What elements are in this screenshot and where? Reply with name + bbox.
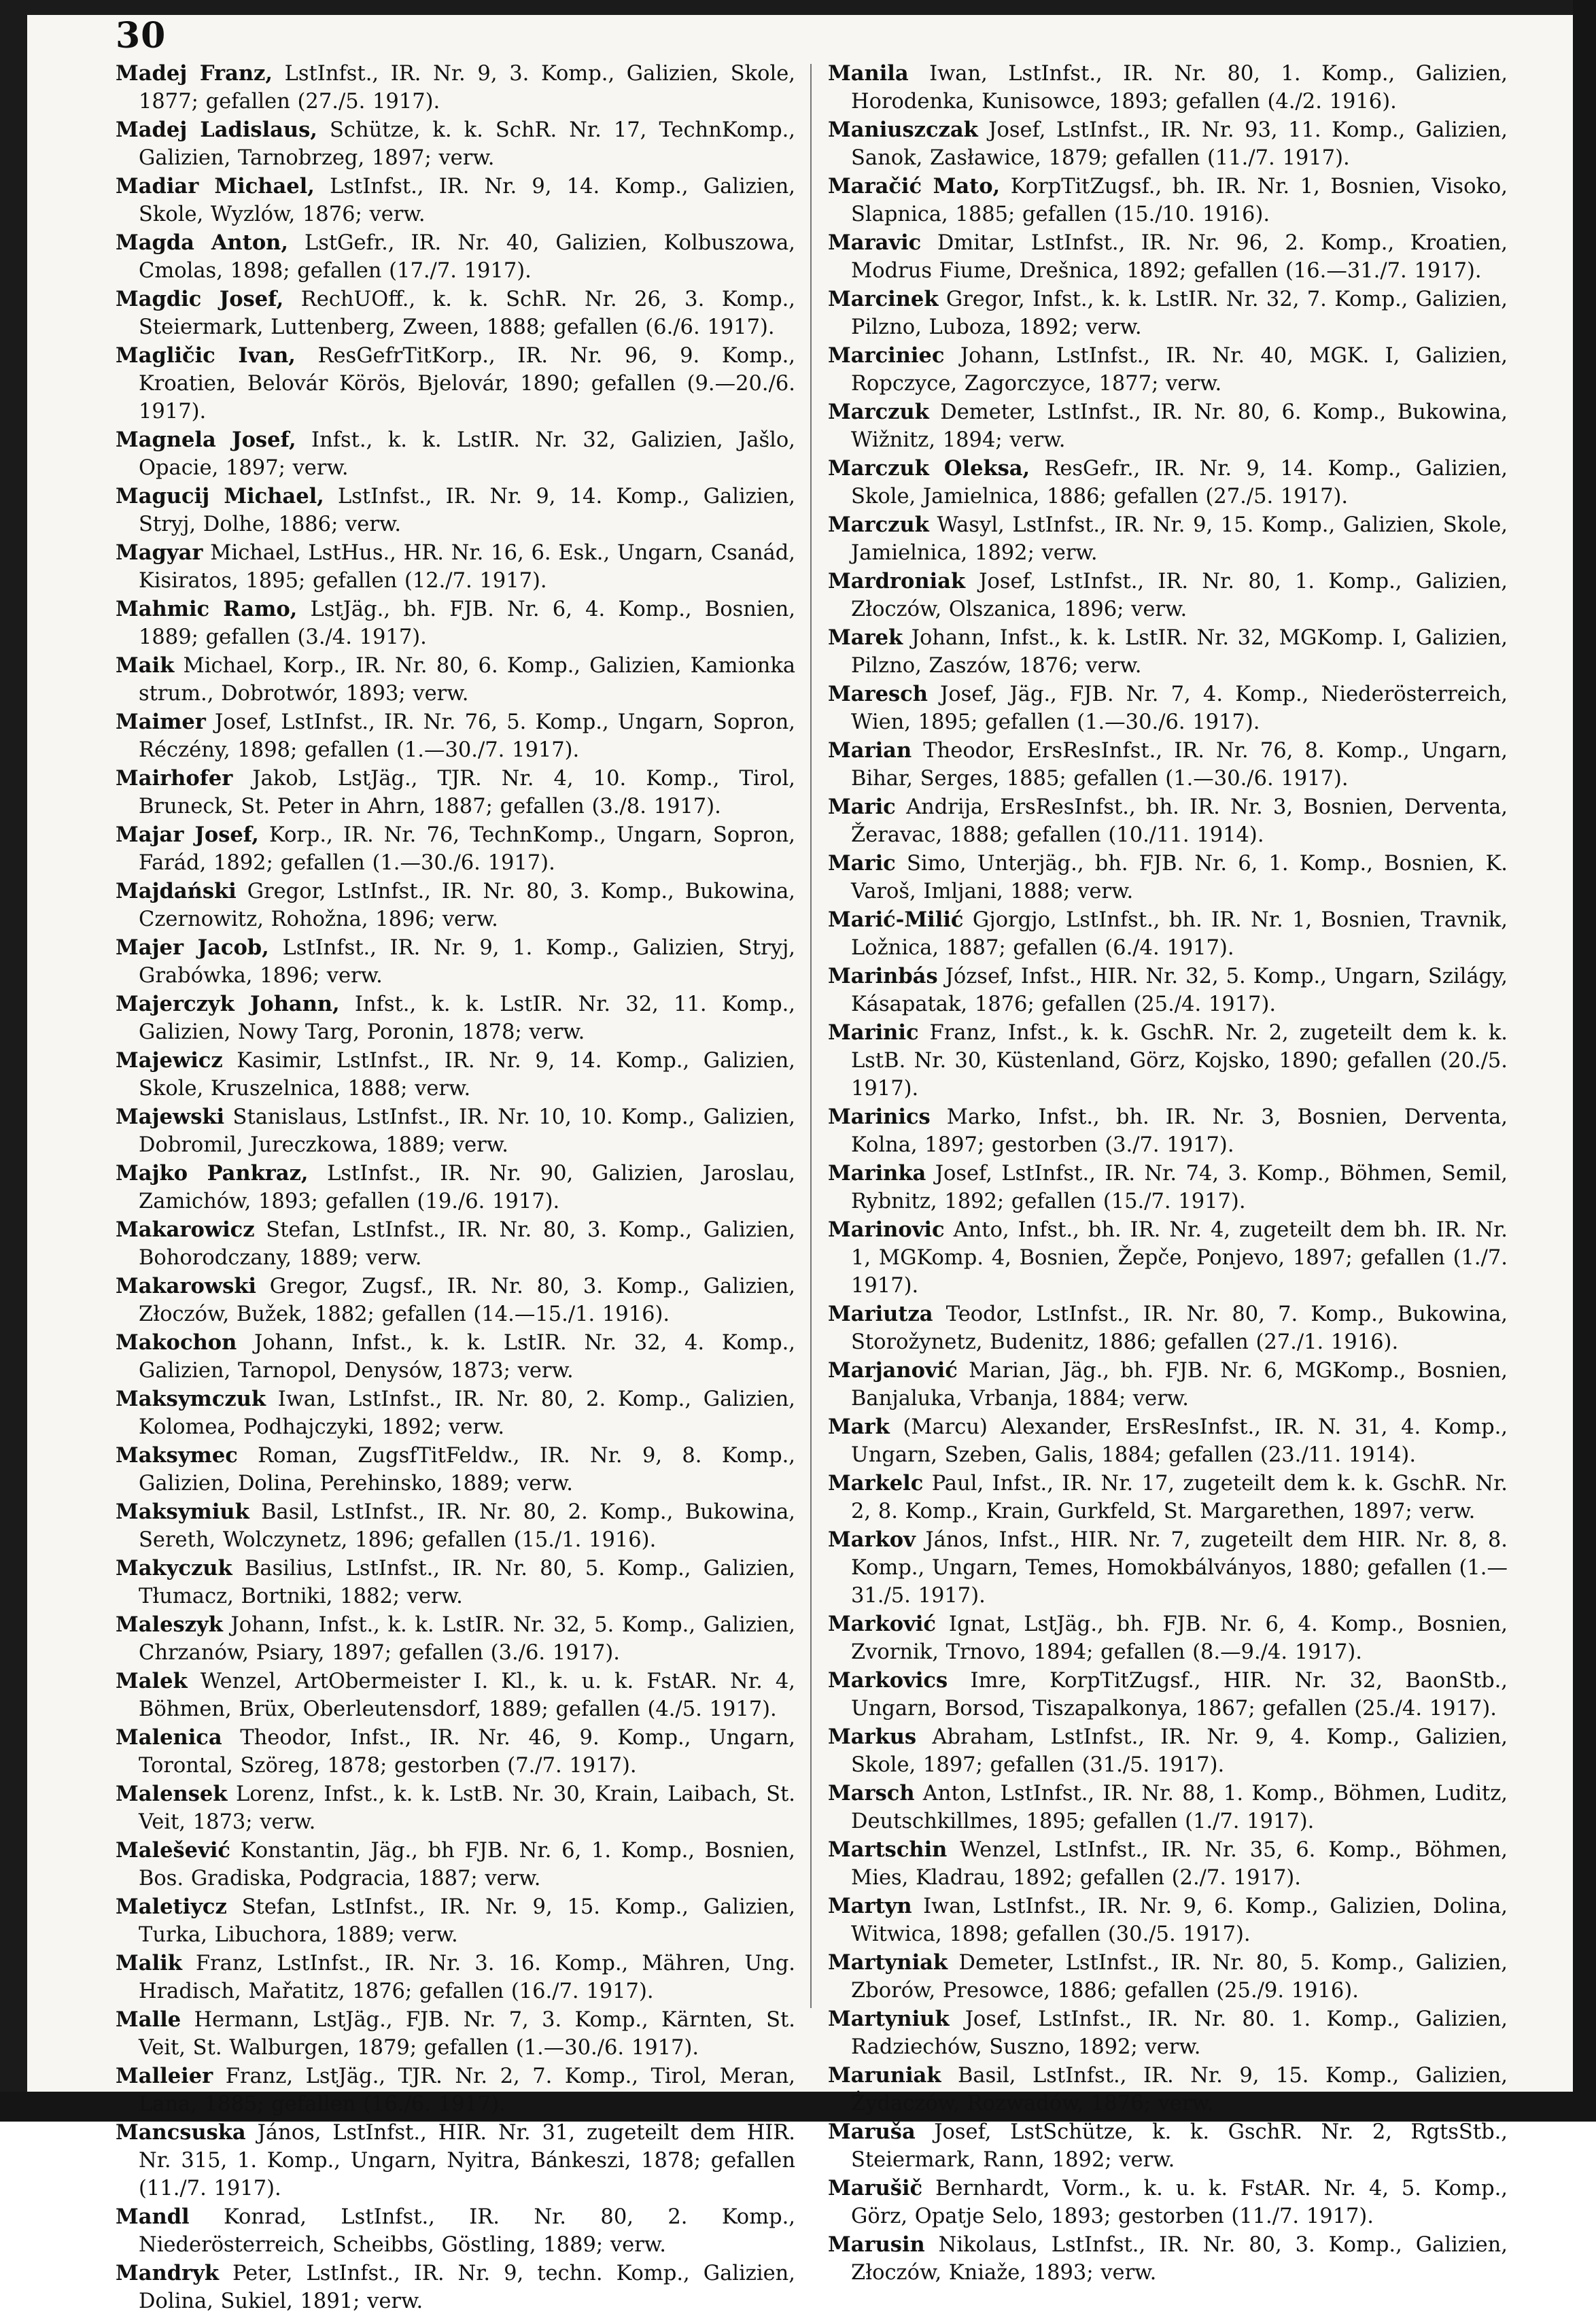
casualty-entry (116, 878, 795, 933)
casualty-entry (116, 652, 795, 708)
entry-name: Magdic Josef, (116, 287, 284, 311)
entry-name: Marek (828, 625, 903, 650)
entry-name: Manila (828, 61, 909, 86)
entry-details: Konrad, LstInfst., IR. Nr. 80, 2. Komp., Niederösterreich, Scheibbs, Göstling, 1889; verw. (139, 2205, 796, 2257)
entry-name: Marczuk (828, 400, 929, 424)
column-divider (810, 64, 812, 2008)
entry-details: Josef, LstInfst., IR. Nr. 74, 3. Komp., Böhmen, Semil, Rybnitz, 1892; gefallen (15./7. 1917). (851, 1162, 1508, 1213)
entry-name: Marjanović (828, 1358, 958, 1383)
entry-name: Marciniec (828, 343, 945, 368)
entry-name: Mancsuska (116, 2120, 246, 2145)
casualty-entry (828, 793, 1508, 849)
casualty-entry (116, 483, 795, 538)
entry-name: Malik (116, 1951, 182, 1975)
entry-details: Dmitar, LstInfst., IR. Nr. 96, 2. Komp., Kroatien, Modrus Fiume, Drešnica, 1892; gefallen (16.—31./7. 1917). (851, 231, 1508, 283)
entry-name: Majerczyk Johann, (116, 992, 340, 1016)
entry-details: KorpTitZugsf., bh. IR. Nr. 1, Bosnien, Visoko, Slapnica, 1885; gefallen (15./10. 1916). (851, 175, 1508, 226)
casualty-entry (828, 511, 1508, 567)
entry-details: Korp., IR. Nr. 76, TechnKomp., Ungarn, Sopron, Farád, 1892; gefallen (1.—30./6. 1917). (139, 823, 795, 875)
entry-name: Magucij Michael, (116, 484, 324, 508)
entry-details: Basilius, LstInfst., IR. Nr. 80, 5. Komp., Galizien, Tłumacz, Bortniki, 1882; verw. (139, 1557, 795, 1608)
casualty-entry (828, 2118, 1508, 2174)
entry-details: Konstantin, Jäg., bh FJB. Nr. 6, 1. Komp., Bosnien, Bos. Gradiska, Podgracia, 1887; verw. (139, 1839, 795, 1890)
entry-details: Simo, Unterjäg., bh. FJB. Nr. 6, 1. Komp., Bosnien, K. Varoš, Imljani, 1888; verw. (851, 852, 1508, 903)
casualty-entry (116, 2260, 795, 2315)
entry-name: Marcinek (828, 287, 939, 311)
entry-details: Stanislaus, LstInfst., IR. Nr. 10, 10. Komp., Galizien, Dobromil, Jureczkowa, 1889; verw. (139, 1105, 795, 1157)
entry-details: Anton, LstInfst., IR. Nr. 88, 1. Komp., Böhmen, Luditz, Deutschkillmes, 1895; gefallen (1./7. 1917). (851, 1782, 1508, 1833)
entry-name: Mark (828, 1415, 890, 1439)
entry-details: Theodor, Infst., IR. Nr. 46, 9. Komp., Ungarn, Torontal, Szöreg, 1878; gestorben (7./7. 1917). (139, 1726, 795, 1778)
entry-details: Jakob, LstJäg., TJR. Nr. 4, 10. Komp., Tirol, Bruneck, St. Peter in Ahrn, 1887; gefallen (3./8. 1917). (139, 767, 795, 818)
casualty-entry (828, 2062, 1508, 2118)
entry-details: Josef, LstInfst., IR. Nr. 76, 5. Komp., Ungarn, Sopron, Réczény, 1898; gefallen (1.—30./7. 1917). (139, 710, 795, 762)
entry-name: Madej Ladislaus, (116, 118, 317, 142)
entry-details: Kasimir, LstInfst., IR. Nr. 9, 14. Komp., Galizien, Skole, Kruszelnica, 1888; verw. (139, 1049, 795, 1101)
entry-name: Martyniuk (828, 2007, 950, 2031)
casualty-entry (828, 2231, 1508, 2287)
entry-name: Magyar (116, 540, 203, 565)
casualty-entry (828, 1526, 1508, 1610)
entry-name: Marusin (828, 2232, 925, 2257)
entry-details: János, LstInfst., HIR. Nr. 31, zugeteilt dem HIR. Nr. 315, 1. Komp., Ungarn, Nyitra, Bánkeszi, 1878; gefallen (11./7. 1917). (139, 2121, 796, 2200)
casualty-entry (116, 229, 795, 285)
casualty-entry (828, 1357, 1508, 1413)
entry-details: Paul, Infst., IR. Nr. 17, zugeteilt dem k. k. GschR. Nr. 2, 8. Komp., Krain, Gurkfeld, St. Margarethen, 1897; verw. (851, 1472, 1508, 1523)
casualty-entry (116, 1273, 795, 1328)
casualty-entry (116, 990, 795, 1046)
entry-details: Teodor, LstInfst., IR. Nr. 80, 7. Komp., Bukowina, Storožynetz, Budenitz, 1886; gefallen (27./1. 1916). (851, 1302, 1508, 1354)
entry-details: Infst., k. k. LstIR. Nr. 32, Galizien, Jašlo, Opacie, 1897; verw. (139, 428, 795, 480)
entry-details: Bernhardt, Vorm., k. u. k. FstAR. Nr. 4, 5. Komp., Görz, Opatje Selo, 1893; gestorben (11./7. 1917). (851, 2177, 1508, 2228)
left-column (116, 60, 795, 2316)
entry-details: LstInfst., IR. Nr. 90, Galizien, Jaroslau, Zamichów, 1893; gefallen (19./6. 1917). (139, 1162, 795, 1213)
entry-name: Malle (116, 2007, 181, 2032)
casualty-entry (116, 1950, 795, 2005)
entry-name: Majar Josef, (116, 823, 259, 847)
entry-name: Maleszyk (116, 1612, 223, 1637)
entry-details: Anto, Infst., bh. IR. Nr. 4, zugeteilt dem bh. IR. Nr. 1, MGKomp. 4, Bosnien, Žepče, Ponjevo, 1897; gefallen (1./7. 1917). (851, 1218, 1508, 1298)
entry-name: Markovics (828, 1668, 948, 1693)
entry-details: Demeter, LstInfst., IR. Nr. 80, 5. Komp., Galizien, Zborów, Presowce, 1886; gefallen (25./9. 1916). (851, 1951, 1508, 2003)
entry-details: Hermann, LstJäg., FJB. Nr. 7, 3. Komp., Kärnten, St. Veit, St. Walburgen, 1879; gefallen (1.—30./6. 1917). (139, 2008, 795, 2060)
entry-details: Demeter, LstInfst., IR. Nr. 80, 6. Komp., Bukowina, Wižnitz, 1894; verw. (851, 400, 1508, 452)
entry-name: Makarowicz (116, 1217, 255, 1242)
entry-name: Magda Anton, (116, 230, 288, 255)
casualty-entry (828, 1019, 1508, 1103)
casualty-entry (828, 1470, 1508, 1525)
casualty-entry (828, 963, 1508, 1018)
entry-name: Mairhofer (116, 766, 233, 791)
casualty-entry (828, 568, 1508, 623)
entry-details: LstInfst., IR. Nr. 9, 3. Komp., Galizien, Skole, 1877; gefallen (27./5. 1917). (139, 62, 795, 114)
casualty-entry (828, 2175, 1508, 2230)
entry-details: Franz, Infst., k. k. GschR. Nr. 2, zugeteilt dem k. k. LstB. Nr. 30, Küstenland, Görz, Kojsko, 1890; gefallen (20./5. 1917). (851, 1021, 1508, 1101)
casualty-entry (828, 1836, 1508, 1892)
casualty-entry (116, 1103, 795, 1159)
casualty-entry (116, 1442, 795, 1498)
entry-name: Maik (116, 653, 175, 678)
casualty-entry (116, 1893, 795, 1949)
entry-name: Majer Jacob, (116, 935, 269, 960)
casualty-entry (828, 1723, 1508, 1779)
casualty-entry (116, 1724, 795, 1780)
casualty-entry (828, 737, 1508, 793)
entry-details: Ignat, LstJäg., bh. FJB. Nr. 6, 4. Komp., Bosnien, Zvornik, Trnovo, 1894; gefallen (8.—9./4. 1917). (851, 1612, 1508, 1664)
casualty-entry (116, 2006, 795, 2062)
entry-name: Marczuk Oleksa, (828, 456, 1030, 481)
entry-details: Franz, LstInfst., IR. Nr. 3. 16. Komp., Mähren, Ung. Hradisch, Mařatitz, 1876; gefallen (16./7. 1917). (139, 1952, 795, 2003)
entry-name: Maric (828, 795, 896, 819)
entry-name: Maruša (828, 2120, 916, 2144)
entry-details: Gregor, LstInfst., IR. Nr. 80, 3. Komp., Bukowina, Czernowitz, Rohožna, 1896; verw. (139, 880, 795, 931)
entry-name: Marinic (828, 1020, 919, 1045)
casualty-entry (116, 708, 795, 764)
casualty-entry (116, 765, 795, 820)
entry-details: RechUOff., k. k. SchR. Nr. 26, 3. Komp., Steiermark, Luttenberg, Zween, 1888; gefallen (6./6. 1917). (139, 288, 795, 339)
casualty-entry (116, 1837, 795, 1892)
casualty-entry (828, 1949, 1508, 2005)
page-number: 30 (116, 15, 167, 56)
entry-name: Marić-Milić (828, 908, 964, 932)
entry-details: Johann, LstInfst., IR. Nr. 40, MGK. I, Galizien, Ropczyce, Zagorczyce, 1877; verw. (851, 344, 1508, 396)
entry-name: Maresch (828, 682, 928, 706)
entry-details: Stefan, LstInfst., IR. Nr. 9, 15. Komp., Galizien, Turka, Libuchora, 1889; verw. (139, 1895, 795, 1947)
entry-name: Marczuk (828, 513, 929, 537)
casualty-entry (828, 342, 1508, 398)
entry-details: Infst., k. k. LstIR. Nr. 32, 11. Komp., Galizien, Nowy Targ, Poronin, 1878; verw. (139, 992, 795, 1044)
casualty-entry (116, 426, 795, 482)
casualty-entry (116, 2062, 795, 2118)
entry-name: Marinovic (828, 1217, 945, 1242)
casualty-entry (828, 850, 1508, 905)
casualty-entry (116, 116, 795, 172)
entry-details: Lorenz, Infst., k. k. LstB. Nr. 30, Krain, Laibach, St. Veit, 1873; verw. (139, 1782, 795, 1834)
entry-name: Markelc (828, 1471, 924, 1496)
entry-name: Makochon (116, 1330, 237, 1355)
entry-name: Maksymczuk (116, 1387, 266, 1411)
entry-details: Theodor, ErsResInfst., IR. Nr. 76, 8. Komp., Ungarn, Bihar, Serges, 1885; gefallen (1.—30./6. 1917). (851, 739, 1508, 791)
entry-details: Gregor, Zugsf., IR. Nr. 80, 3. Komp., Galizien, Złoczów, Bužek, 1882; gefallen (14.—15./1. 1916). (139, 1275, 795, 1326)
entry-details: (Marcu) Alexander, ErsResInfst., IR. N. 31, 4. Komp., Ungarn, Szeben, Galis, 1884; gefallen (23./11. 1914). (851, 1415, 1508, 1467)
entry-details: Michael, Korp., IR. Nr. 80, 6. Komp., Galizien, Kamionka strum., Dobrotwór, 1893; verw. (139, 654, 796, 706)
entry-details: Johann, Infst., k. k. LstIR. Nr. 32, 5. Komp., Galizien, Chrzanów, Psiary, 1897; gefallen (3./6. 1917). (139, 1613, 795, 1665)
entry-details: LstInfst., IR. Nr. 9, 14. Komp., Galizien, Stryj, Dolhe, 1886; verw. (139, 485, 795, 536)
entry-details: ResGefr., IR. Nr. 9, 14. Komp., Galizien, Skole, Jamielnica, 1886; gefallen (27./5. 1917). (851, 457, 1508, 508)
casualty-entry (828, 1780, 1508, 1835)
casualty-entry (116, 595, 795, 651)
entry-name: Markus (828, 1725, 917, 1749)
entry-name: Markov (828, 1527, 916, 1552)
entry-name: Makyczuk (116, 1556, 232, 1580)
entry-name: Magnela Josef, (116, 428, 296, 452)
entry-details: Imre, KorpTitZugsf., HIR. Nr. 32, BaonStb., Ungarn, Borsod, Tiszapalkonya, 1867; gefallen (25./4. 1917). (851, 1669, 1508, 1721)
entry-name: Marsch (828, 1781, 915, 1805)
entry-details: Schütze, k. k. SchR. Nr. 17, TechnKomp., Galizien, Tarnobrzeg, 1897; verw. (139, 118, 796, 170)
entry-name: Madej Franz, (116, 61, 273, 86)
casualty-entry (828, 116, 1508, 172)
entry-name: Maric (828, 851, 896, 876)
entry-details: ResGefrTitKorp., IR. Nr. 96, 9. Komp., Kroatien, Belovár Körös, Bjelovár, 1890; gefallen (9.—20./6. 1917). (139, 344, 795, 424)
casualty-entry (828, 1160, 1508, 1215)
entry-details: Wasyl, LstInfst., IR. Nr. 9, 15. Komp., Galizien, Skole, Jamielnica, 1892; verw. (851, 513, 1508, 565)
casualty-entry (116, 1780, 795, 1836)
entry-details: Marko, Infst., bh. IR. Nr. 3, Bosnien, Derventa, Kolna, 1897; gestorben (3./7. 1917). (851, 1105, 1508, 1157)
entry-name: Marian (828, 738, 912, 763)
entry-name: Marinics (828, 1105, 931, 1129)
entry-details: János, Infst., HIR. Nr. 7, zugeteilt dem HIR. Nr. 8, 8. Komp., Ungarn, Temes, Homokbálványos, 1880; gefallen (1.—31./5. 1917). (851, 1528, 1508, 1608)
entry-details: Josef, LstSchütze, k. k. GschR. Nr. 2, RgtsStb., Steiermark, Rann, 1892; verw. (851, 2120, 1508, 2172)
casualty-entry (116, 1555, 795, 1610)
casualty-entry (116, 1385, 795, 1441)
casualty-entry (116, 539, 795, 595)
entry-details: Josef, Jäg., FJB. Nr. 7, 4. Komp., Niederösterreich, Wien, 1895; gefallen (1.—30./6. 1917). (851, 682, 1508, 734)
right-column (828, 60, 1508, 2287)
entry-details: Josef, LstInfst., IR. Nr. 93, 11. Komp., Galizien, Sanok, Zasławice, 1879; gefallen (11./7. 1917). (851, 118, 1508, 170)
entry-details: Iwan, LstInfst., IR. Nr. 80, 2. Komp., Galizien, Kolomea, Podhajczyki, 1892; verw. (139, 1387, 795, 1439)
entry-name: Mandryk (116, 2261, 219, 2285)
entry-details: Wenzel, LstInfst., IR. Nr. 35, 6. Komp., Böhmen, Mies, Kladrau, 1892; gefallen (2./7. 1917). (851, 1838, 1508, 1890)
casualty-entry (828, 398, 1508, 454)
casualty-entry (828, 1300, 1508, 1356)
entry-details: Wenzel, ArtObermeister I. Kl., k. u. k. FstAR. Nr. 4, Böhmen, Brüx, Oberleutensdorf, 1889; gefallen (4./5. 1917). (139, 1670, 795, 1721)
casualty-entry (828, 1610, 1508, 1666)
entry-details: József, Infst., HIR. Nr. 32, 5. Komp., Ungarn, Szilágy, Kásapatak, 1876; gefallen (25./4. 1917). (851, 965, 1508, 1016)
entry-name: Marinbás (828, 964, 938, 988)
casualty-entry (116, 1329, 795, 1385)
entry-details: Iwan, LstInfst., IR. Nr. 80, 1. Komp., Galizien, Horodenka, Kunisowce, 1893; gefallen (4./2. 1916). (851, 62, 1508, 114)
entry-details: Michael, LstHus., HR. Nr. 16, 6. Esk., Ungarn, Csanád, Kisiratos, 1895; gefallen (12./7. 1917). (139, 541, 795, 593)
entry-details: Johann, Infst., k. k. LstIR. Nr. 32, MGKomp. I, Galizien, Pilzno, Zaszów, 1876; verw. (851, 626, 1508, 678)
casualty-entry (828, 2005, 1508, 2061)
entry-details: Andrija, ErsResInfst., bh. IR. Nr. 3, Bosnien, Derventa, Žeravac, 1888; gefallen (10./11. 1914). (851, 795, 1508, 847)
entry-details: Basil, LstInfst., IR. Nr. 9, 15. Komp., Galizien, Żydaczów, Rozwadów, 1876; verw. (851, 2064, 1508, 2115)
entry-name: Marković (828, 1612, 936, 1636)
casualty-entry (116, 342, 795, 426)
entry-name: Malek (116, 1669, 188, 1693)
entry-details: Johann, Infst., k. k. LstIR. Nr. 32, 4. Komp., Galizien, Tarnopol, Denysów, 1873; verw. (139, 1331, 795, 1383)
entry-name: Maimer (116, 710, 206, 734)
entry-details: Abraham, LstInfst., IR. Nr. 9, 4. Komp., Galizien, Skole, 1897; gefallen (31./5. 1917). (851, 1725, 1508, 1777)
casualty-entry (828, 229, 1508, 285)
scan-border-left (0, 0, 27, 2122)
entry-name: Martschin (828, 1837, 948, 1862)
entry-name: Mandl (116, 2205, 190, 2229)
entry-details: Nikolaus, LstInfst., IR. Nr. 80, 3. Komp., Galizien, Złoczów, Kniaže, 1893; verw. (851, 2233, 1508, 2285)
entry-name: Majdański (116, 879, 237, 903)
casualty-entry (116, 2119, 795, 2202)
entry-details: Josef, LstInfst., IR. Nr. 80. 1. Komp., Galizien, Radziechów, Suszno, 1892; verw. (851, 2007, 1508, 2059)
scan-border-right (1573, 0, 1596, 2122)
entry-name: Martyn (828, 1894, 912, 1918)
casualty-entry (828, 680, 1508, 736)
entry-name: Maračić Mato, (828, 174, 1001, 198)
entry-name: Malensek (116, 1782, 228, 1806)
entry-name: Maniuszczak (828, 118, 978, 142)
entry-details: LstGefr., IR. Nr. 40, Galizien, Kolbuszowa, Cmolas, 1898; gefallen (17./7. 1917). (139, 231, 795, 283)
entry-details: Iwan, LstInfst., IR. Nr. 9, 6. Komp., Galizien, Dolina, Witwica, 1898; gefallen (30./5. 1917). (851, 1895, 1508, 1946)
entry-name: Mahmic Ramo, (116, 597, 298, 621)
casualty-entry (828, 1892, 1508, 1948)
casualty-entry (116, 2203, 795, 2259)
casualty-entry (116, 1160, 795, 1215)
casualty-entry (828, 906, 1508, 962)
entry-name: Mardroniak (828, 569, 965, 593)
entry-name: Malešević (116, 1838, 230, 1863)
entry-name: Makarowski (116, 1274, 256, 1298)
casualty-entry (116, 821, 795, 877)
entry-name: Maletiycz (116, 1895, 227, 1919)
scan-border-top (0, 0, 1596, 15)
casualty-entry (116, 1498, 795, 1554)
casualty-entry (116, 934, 795, 990)
entry-details: LstInfst., IR. Nr. 9, 14. Komp., Galizien, Skole, Wyzlów, 1876; verw. (139, 175, 795, 226)
entry-details: Marian, Jäg., bh. FJB. Nr. 6, MGKomp., Bosnien, Banjaluka, Vrbanja, 1884; verw. (851, 1359, 1508, 1411)
casualty-entry (116, 1216, 795, 1272)
entry-details: LstInfst., IR. Nr. 9, 1. Komp., Galizien, Stryj, Grabówka, 1896; verw. (139, 936, 795, 988)
entry-name: Majewski (116, 1105, 225, 1129)
casualty-entry (828, 455, 1508, 511)
casualty-entry (116, 1611, 795, 1667)
entry-details: LstJäg., bh. FJB. Nr. 6, 4. Komp., Bosnien, 1889; gefallen (3./4. 1917). (139, 598, 796, 649)
entry-name: Madiar Michael, (116, 174, 315, 198)
entry-name: Majko Pankraz, (116, 1161, 309, 1186)
entry-name: Mariutza (828, 1302, 933, 1326)
casualty-entry (828, 173, 1508, 228)
entry-details: Gjorgjo, LstInfst., bh. IR. Nr. 1, Bosnien, Travnik, Ložnica, 1887; gefallen (6./4. 1917). (851, 908, 1508, 960)
casualty-entry (828, 1103, 1508, 1159)
casualty-entry (828, 624, 1508, 680)
entry-name: Malenica (116, 1725, 222, 1750)
casualty-entry (116, 1667, 795, 1723)
entry-name: Malleier (116, 2064, 213, 2088)
entry-details: Josef, LstInfst., IR. Nr. 80, 1. Komp., Galizien, Złoczów, Olszanica, 1896; verw. (851, 570, 1508, 621)
entry-name: Maksymiuk (116, 1500, 249, 1524)
entry-details: Basil, LstInfst., IR. Nr. 80, 2. Komp., Bukowina, Sereth, Wolczynetz, 1896; gefallen (15./1. 1916). (139, 1500, 795, 1552)
entry-name: Maravic (828, 230, 922, 255)
casualty-entry (116, 286, 795, 341)
casualty-entry (116, 1047, 795, 1103)
entry-name: Martyniak (828, 1950, 948, 1975)
casualty-entry (116, 173, 795, 228)
entry-name: Maruniak (828, 2063, 941, 2088)
casualty-entry (116, 60, 795, 116)
entry-name: Maksymec (116, 1443, 238, 1468)
casualty-entry (828, 286, 1508, 341)
casualty-entry (828, 1667, 1508, 1723)
entry-name: Marinka (828, 1161, 926, 1186)
casualty-entry (828, 1413, 1508, 1469)
entry-details: Stefan, LstInfst., IR. Nr. 80, 3. Komp., Galizien, Bohorodczany, 1889; verw. (139, 1218, 795, 1270)
casualty-entry (828, 60, 1508, 116)
entry-name: Magličic Ivan, (116, 343, 296, 368)
entry-name: Majewicz (116, 1048, 223, 1073)
entry-details: Peter, LstInfst., IR. Nr. 9, techn. Komp., Galizien, Dolina, Sukiel, 1891; verw. (139, 2262, 795, 2313)
casualty-entry (828, 1216, 1508, 1300)
entry-details: Gregor, Infst., k. k. LstIR. Nr. 32, 7. Komp., Galizien, Pilzno, Luboza, 1892; verw. (851, 288, 1508, 339)
entry-details: Roman, ZugsfTitFeldw., IR. Nr. 9, 8. Komp., Galizien, Dolina, Perehinsko, 1889; verw. (139, 1444, 795, 1496)
entry-name: Marušič (828, 2176, 923, 2200)
entry-details: Franz, LstJäg., TJR. Nr. 2, 7. Komp., Tirol, Meran, Lana, 1885; gefallen (16./6. 1917). (139, 2064, 795, 2116)
